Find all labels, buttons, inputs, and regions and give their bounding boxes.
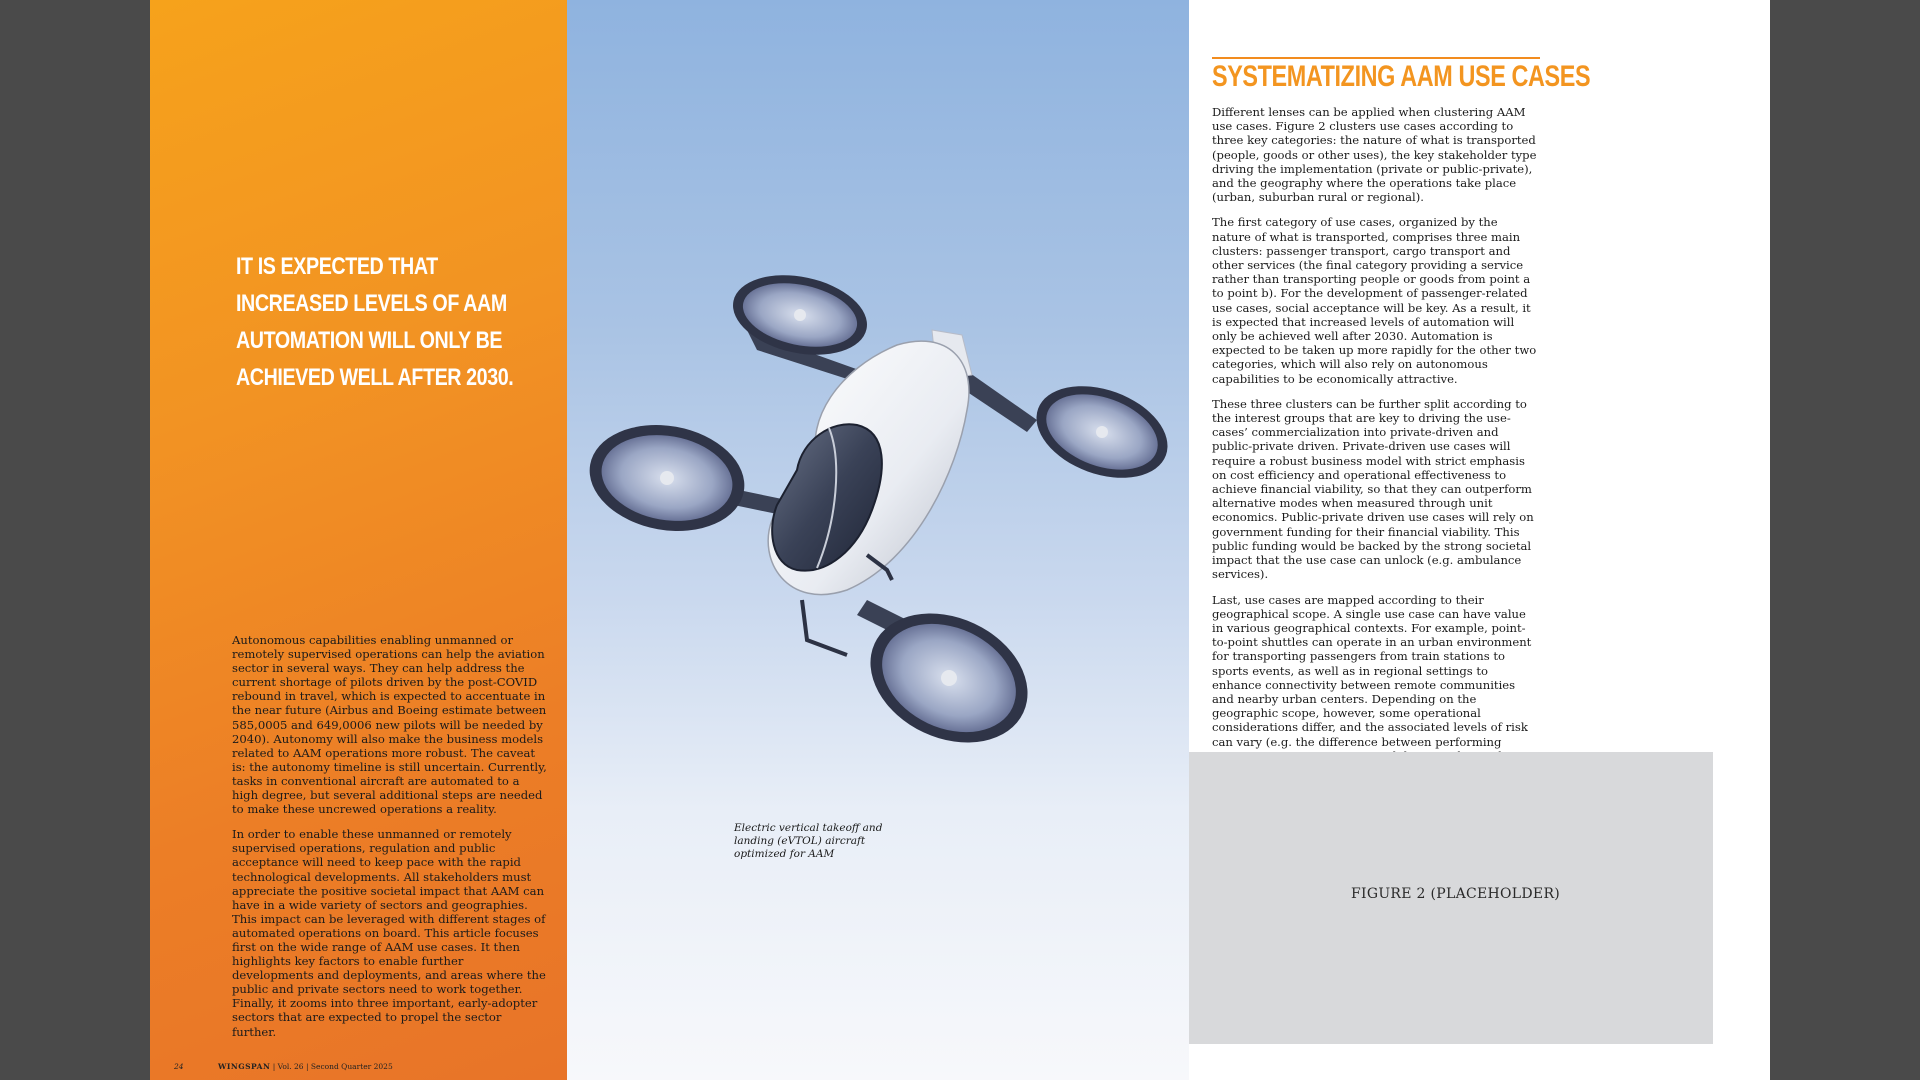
paragraph: Last, use cases are mapped according to their geographical scope. A single use case can have value in various geographical contexts. For example, point-to-point shuttles can operate in an urban environment for transporting passengers from train stations to sports events, as well as in regional settings to enhance connectivity between remote communities and nearby urban centers. Depending on the geographic scope, however, some operational considerations differ, and the associated levels of risk can vary (e.g. the difference between performing [1212, 592, 1532, 749]
paragraph: In order to enable these unmanned or remotely supervised operations, regulation and public acceptance will need to keep pace with the rapid technological developments. All stakeholders must appreciate the positive societal impact that AAM can have in a wide variety of sectors and geographies. This impact can be leveraged with different stages of automated operations on board. This article focuses first on the wide range of AAM use cases. It then highlights key factors to enable further developments and deployments, and areas where the public and private sectors need to work together. Finally, it zooms into three important, early-adopter sectors that are expected to propel the sector further. [232, 827, 546, 1039]
paragraph: Different lenses can be applied when clustering AAM use cases. Figure 2 clusters use cases according to three key categories: the nature of what is transported (people, goods or other uses), the key stakeholder type driving the implementation (private or public-private), and the geography where the operations take place (urban, suburban rural or regional). [1212, 105, 1537, 205]
rotor-bottom-left [581, 413, 753, 543]
left-page [150, 0, 567, 1080]
magazine-spread [150, 0, 1770, 1080]
left-body-text [232, 633, 547, 1050]
page-footer [174, 1062, 393, 1071]
issue-info: | Vol. 26 | Second Quarter 2025 [272, 1062, 393, 1071]
heading-rule [1212, 57, 1540, 59]
rotor-top-left [726, 264, 875, 367]
magazine-name: WINGSPAN [217, 1062, 271, 1071]
page-number: 24 [174, 1062, 184, 1071]
evtol-aircraft-illustration [567, 0, 1189, 1080]
paragraph: These three clusters can be further split according to the interest groups that are key to driving the use-cases’ commercialization into private-driven and public-private driven. Private-driven use cases will require a robust business model with strict emphasis on cost efficiency and operational effectiveness to achieve financial viability, so that they can outperform alternative modes when measured through unit economics. Public-private driven use cases will rely on government funding for their financial viability. This public funding would be backed by the strong societal impact that the use case can unlock (e.g. ambulance services). [1212, 396, 1534, 582]
figure-label: FIGURE 2 (PLACEHOLDER) [1351, 886, 1561, 902]
rotor-top-right [1024, 369, 1181, 494]
evtol-photo [567, 0, 1189, 1080]
paragraph: The first category of use cases, organized by the nature of what is transported, comprises three main clusters: passenger transport, cargo transport and other services (the final category providing a service rather than transporting people or goods from point a to point b). For the development of passenger-related use cases, social acceptance will be key. As a result, it is expected that increased levels of automation will only be achieved well after 2030. Automation is expected to be taken up more rapidly for the other two categories, which will also rely on autonomous capabilities to be economically attractive. [1212, 215, 1537, 386]
paragraph: Autonomous capabilities enabling unmanned or remotely supervised operations can help the aviation sector in several ways. They can help address the current shortage of pilots driven by the post-COVID rebound in travel, which is expected to accentuate in the near future (Airbus and Boeing estimate between 585,0005 and 649,0006 new pilots will be needed by 2040). Autonomy will also make the business models related to AAM operations more robust. The caveat is: the autonomy timeline is still uncertain. Currently, tasks in conventional aircraft are automated to a high degree, but several additional steps are needed to make these uncrewed operations a reality. [232, 633, 547, 817]
right-body-text [1212, 105, 1540, 802]
section-heading: SYSTEMATIZING AAM USE CASES [1212, 60, 1591, 93]
pull-quote: IT IS EXPECTED THAT INCREASED LEVELS OF AAM AUTOMATION WILL ONLY BE ACHIEVED WELL AFTER 2030. [236, 253, 514, 391]
right-page [1189, 0, 1770, 1080]
figure-placeholder [1189, 752, 1713, 1044]
photo-caption: Electric vertical takeoff and landing (eVTOL) aircraft optimized for AAM [734, 822, 883, 860]
